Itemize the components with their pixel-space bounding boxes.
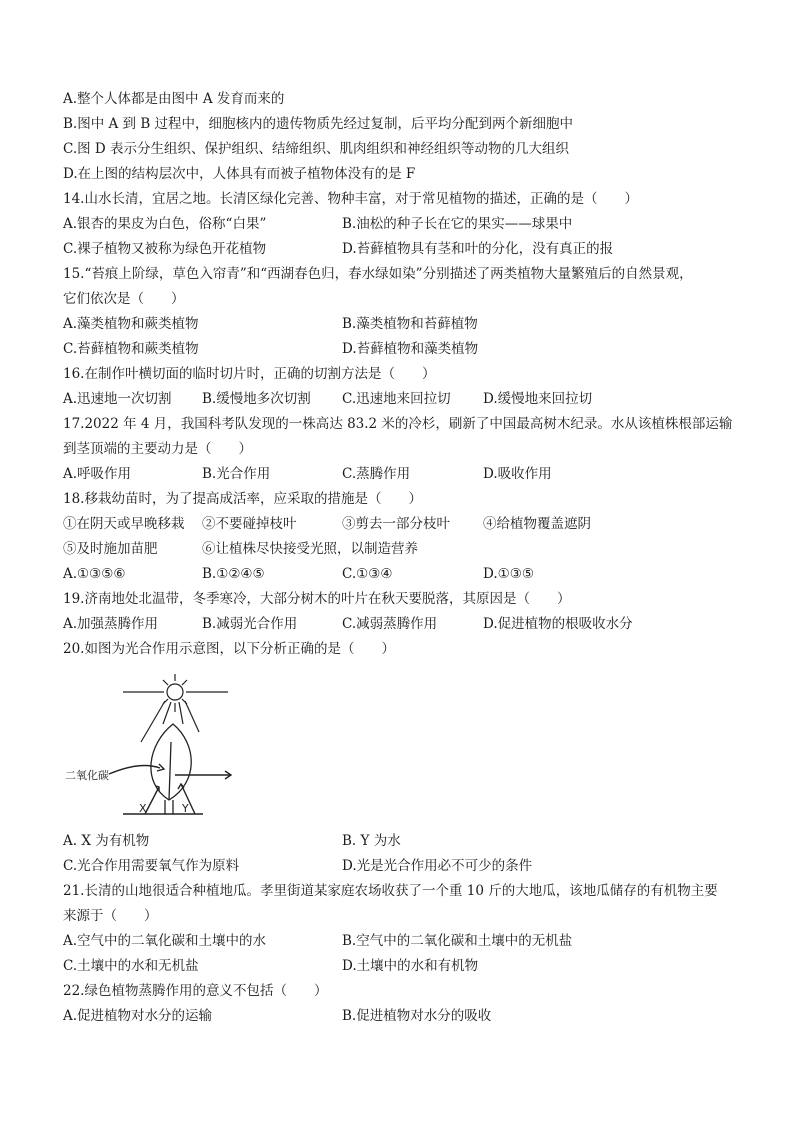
q16-option-d: D.缓慢地来回拉切 [483,391,593,407]
q13-option-b: B.图中 A 到 B 过程中，细胞核内的遗传物质先经过复制，后平均分配到两个新细胞中 [63,116,574,132]
q17-option-a: A.呼吸作用 [63,466,132,482]
q18-option-a: A.①③⑤⑥ [63,566,126,582]
q21-option-a: A.空气中的二氧化碳和土壤中的水 [63,933,267,949]
q18-option-c: C.①③④ [342,566,393,582]
q16-stem: 16.在制作叶横切面的临时切片时，正确的切割方法是（ ） [63,366,436,382]
q14-option-d: D.苔藓植物具有茎和叶的分化，没有真正的报 [342,241,614,257]
q18-option-d: D.①③⑤ [483,566,534,582]
q16-option-c: C.迅速地来回拉切 [342,391,451,407]
q17-stem-line2: 到茎顶端的主要动力是（ ） [63,441,252,457]
x-label: X [139,802,147,815]
q20-stem: 20.如图为光合作用示意图，以下分析正确的是（ ） [63,641,395,657]
q17-option-c: C.蒸腾作用 [342,466,411,482]
q20-option-d: D.光是光合作用必不可少的条件 [342,858,533,874]
q14-option-b: B.油松的种子长在它的果实——球果中 [342,216,573,232]
q17-option-d: D.吸收作用 [483,466,552,482]
q15-option-a: A.藻类植物和蕨类植物 [63,316,199,332]
q18-item-6: ⑥让植株尽快接受光照，以制造营养 [202,541,418,557]
q13-option-d: D.在上图的结构层次中，人体具有而被子植物体没有的是 F [63,166,416,182]
q20-option-a: A. X 为有机物 [63,833,150,849]
q19-option-a: A.加强蒸腾作用 [63,616,159,632]
q15-option-b: B.藻类植物和苔藓植物 [342,316,478,332]
q18-item-4: ④给植物覆盖遮阴 [483,516,591,532]
q19-option-c: C.减弱蒸腾作用 [342,616,438,632]
q21-option-b: B.空气中的二氧化碳和土壤中的无机盐 [342,933,573,949]
q16-option-b: B.缓慢地多次切割 [202,391,311,407]
leaf-icon [151,724,191,814]
co2-label: 二氧化碳 [65,769,109,782]
q18-stem: 18.移栽幼苗时，为了提高成活率，应采取的措施是（ ） [63,491,422,507]
q17-stem-line1: 17.2022 年 4 月，我国科考队发现的一株高达 83.2 米的冷杉，刷新了中国最高树木纪录。水从该植株根部运输 [63,416,733,432]
q18-item-2: ②不要碰掉枝叶 [202,516,297,532]
q18-option-b: B.①②④⑤ [202,566,265,582]
q18-item-1: ①在阴天或早晚移栽 [63,516,185,532]
q13-option-a: A.整个人体都是由图中 A 发育而来的 [63,91,285,107]
q21-option-d: D.土壤中的水和有机物 [342,958,479,974]
q21-stem-line2: 来源于（ ） [63,908,158,924]
q14-stem: 14.山水长清，宜居之地。长清区绿化完善、物种丰富，对于常见植物的描述，正确的是（ ） [63,191,638,207]
q19-stem: 19.济南地处北温带，冬季寒冷，大部分树木的叶片在秋天要脱落，其原因是（ ） [63,591,571,607]
q20-option-b: B. Y 为水 [342,833,401,849]
q13-option-c: C.图 D 表示分生组织、保护组织、结缔组织、肌肉组织和神经组织等动物的几大组织 [63,141,570,157]
q18-item-3: ③剪去一部分枝叶 [342,516,450,532]
q22-option-b: B.促进植物对水分的吸收 [342,1008,492,1024]
sun-icon [123,674,228,742]
q15-option-c: C.苔藓植物和蕨类植物 [63,341,199,357]
q17-option-b: B.光合作用 [202,466,271,482]
q19-option-d: D.促进植物的根吸收水分 [483,616,633,632]
photosynthesis-diagram [63,672,233,822]
q19-option-b: B.减弱光合作用 [202,616,298,632]
q15-option-d: D.苔藓植物和藻类植物 [342,341,479,357]
q15-stem-line1: 15.“苔痕上阶绿，草色入帘青”和“西湖春色归，春水绿如染”分别描述了两类植物大量繁殖后的自然景观， [63,266,693,282]
q14-option-a: A.银杏的果皮为白色，俗称“白果” [63,216,267,232]
q18-item-5: ⑤及时施加苗肥 [63,541,158,557]
q15-stem-line2: 它们依次是（ ） [63,291,185,307]
q16-option-a: A.迅速地一次切割 [63,391,172,407]
q14-option-c: C.裸子植物又被称为绿色开花植物 [63,241,267,257]
q20-option-c: C.光合作用需要氧气作为原料 [63,858,240,874]
q21-option-c: C.土壤中的水和无机盐 [63,958,199,974]
y-label: Y [182,802,189,815]
q22-stem: 22.绿色植物蒸腾作用的意义不包括（ ） [63,983,328,999]
q22-option-a: A.促进植物对水分的运输 [63,1008,213,1024]
q21-stem-line1: 21.长清的山地很适合种植地瓜。孝里街道某家庭农场收获了一个重 10 斤的大地瓜，该地瓜储存的有机物主要 [63,883,718,899]
